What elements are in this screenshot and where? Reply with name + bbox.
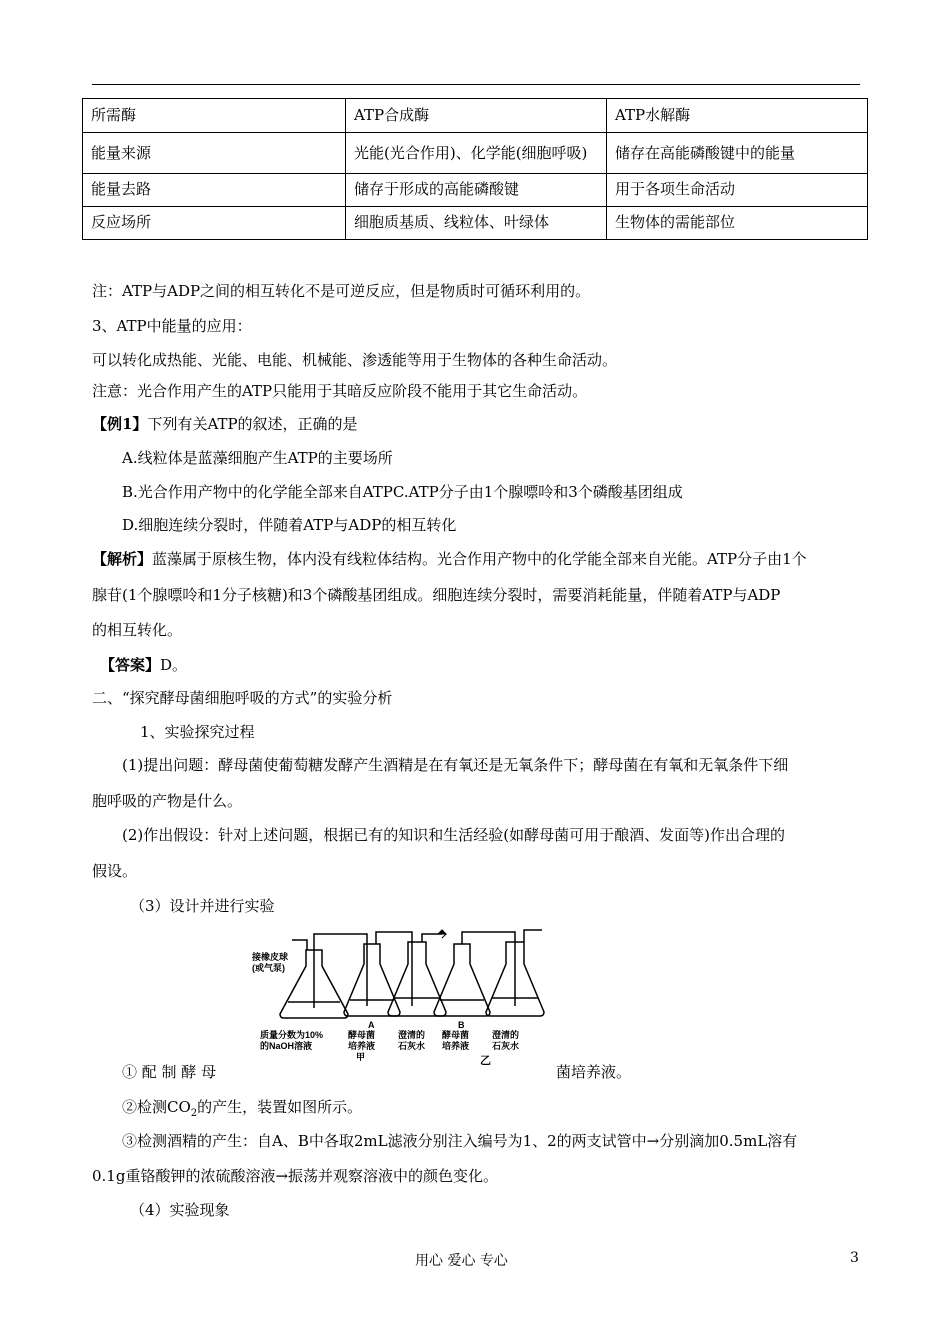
subsection-heading: 1、实验探究过程 — [140, 723, 255, 741]
naoh-label-2: 的NaOH溶液 — [260, 1041, 313, 1051]
paragraph-energy-forms: 可以转化成热能、光能、电能、机械能、渗透能等用于生物体的各种生命活动。 — [92, 351, 618, 369]
analysis-tag: 【解析】 — [92, 550, 153, 568]
yeast-label-a-1: 酵母菌 — [348, 1030, 376, 1040]
table-cell: 储存在高能磷酸键中的能量 — [607, 133, 868, 174]
paragraph-phenomenon: （4）实验现象 — [130, 1201, 230, 1219]
table-cell: 用于各项生命活动 — [607, 174, 868, 207]
analysis-line-2: 腺苷(1个腺嘌呤和1分子核糖)和3个磷酸基团组成。细胞连续分裂时，需要消耗能量，伴随着ATP与ADP — [92, 586, 781, 604]
pump-label-1: 接橡皮球 — [252, 952, 289, 962]
table-cell: 细胞质基质、线粒体、叶绿体 — [346, 207, 607, 240]
analysis-line-3: 的相互转化。 — [92, 621, 183, 639]
co2-subscript: 2 — [190, 1108, 198, 1119]
table-cell: 所需酶 — [83, 99, 346, 133]
table-cell: 光能(光合作用)、化学能(细胞呼吸) — [346, 133, 607, 174]
example-question — [92, 414, 358, 434]
setup-jia-label: 甲 — [356, 1052, 366, 1062]
table-row — [83, 174, 868, 207]
option-a: A.线粒体是蓝藻细胞产生ATP的主要场所 — [122, 449, 393, 467]
lime-label-2a: 澄清的 — [492, 1030, 520, 1040]
table-cell: ATP合成酶 — [346, 99, 607, 133]
paragraph-design: （3）设计并进行实验 — [130, 897, 275, 915]
step-2-text-b: 的产生，装置如图所示。 — [197, 1098, 363, 1116]
lime-label-2b: 石灰水 — [492, 1041, 520, 1051]
answer-text: D。 — [160, 656, 188, 674]
yeast-label-b-1: 酵母菌 — [442, 1030, 470, 1040]
page-number: 3 — [850, 1250, 859, 1266]
flask-a-label: A — [368, 1020, 375, 1030]
naoh-label-1: 质量分数为10% — [260, 1030, 324, 1040]
atp-comparison-table — [82, 98, 868, 240]
table-cell: 生物体的需能部位 — [607, 207, 868, 240]
step-3-line-1: ③检测酒精的产生：自A、B中各取2mL滤液分别注入编号为1、2的两支试管中→分别滴加0.5mL溶有 — [122, 1132, 798, 1150]
step-1-suffix: 菌培养液。 — [556, 1063, 632, 1081]
yeast-label-a-2: 培养液 — [348, 1041, 376, 1051]
note-photosynthesis-atp: 注意：光合作用产生的ATP只能用于其暗反应阶段不能用于其它生命活动。 — [92, 382, 588, 400]
table-cell: 储存于形成的高能磷酸键 — [346, 174, 607, 207]
header-rule — [92, 84, 860, 85]
example-question-text: 下列有关ATP的叙述，正确的是 — [147, 415, 358, 433]
example-tag: 【例1】 — [92, 415, 148, 433]
paragraph-hypothesis-1: (2)作出假设：针对上述问题，根据已有的知识和生活经验(如酵母菌可用于酿酒、发面等)作出合理的 — [122, 826, 785, 844]
lime-label-1b: 石灰水 — [398, 1041, 426, 1051]
option-d: D.细胞连续分裂时，伴随着ATP与ADP的相互转化 — [122, 516, 457, 534]
section-two-heading: 二、“探究酵母菌细胞呼吸的方式”的实验分析 — [92, 689, 393, 707]
table-cell: 能量来源 — [83, 133, 346, 174]
paragraph-hypothesis-2: 假设。 — [92, 862, 138, 880]
analysis-line-1 — [92, 549, 807, 569]
heading-atp-energy-use: 3、ATP中能量的应用： — [92, 317, 252, 335]
lime-label-1a: 澄清的 — [398, 1030, 426, 1040]
footer-motto: 用心 爱心 专心 — [415, 1253, 508, 1269]
table-row — [83, 99, 868, 133]
table-cell: 反应场所 — [83, 207, 346, 240]
flask-b-label: B — [458, 1020, 465, 1030]
pump-label-2: (或气泵) — [252, 963, 285, 973]
analysis-text-1: 蓝藻属于原核生物，体内没有线粒体结构。光合作用产物中的化学能全部来自光能。ATP分子由1个 — [152, 550, 807, 568]
answer-tag: 【答案】 — [100, 656, 161, 674]
note-reversible: 注：ATP与ADP之间的相互转化不是可逆反应，但是物质时可循环利用的。 — [92, 282, 591, 300]
step-2-text-a: ②检测CO — [122, 1098, 191, 1116]
experiment-apparatus-figure — [252, 920, 552, 1066]
answer-line — [100, 655, 187, 675]
paragraph-question-1: (1)提出问题：酵母菌使葡萄糖发酵产生酒精是在有氧还是无氧条件下；酵母菌在有氧和无氧条件下细 — [122, 756, 789, 774]
table-row — [83, 133, 868, 174]
yeast-label-b-2: 培养液 — [442, 1041, 470, 1051]
step-1-prefix: ① 配 制 酵 母 — [122, 1063, 217, 1081]
table-cell: ATP水解酶 — [607, 99, 868, 133]
paragraph-question-2: 胞呼吸的产物是什么。 — [92, 792, 243, 810]
step-3-line-2: 0.1g重铬酸钾的浓硫酸溶液→振荡并观察溶液中的颜色变化。 — [92, 1167, 499, 1185]
option-b-c: B.光合作用产物中的化学能全部来自ATPC.ATP分子由1个腺嘌呤和3个磷酸基团组成 — [122, 483, 683, 501]
table-cell: 能量去路 — [83, 174, 346, 207]
table-row — [83, 207, 868, 240]
step-2 — [122, 1097, 362, 1124]
setup-yi-label: 乙 — [480, 1055, 491, 1066]
